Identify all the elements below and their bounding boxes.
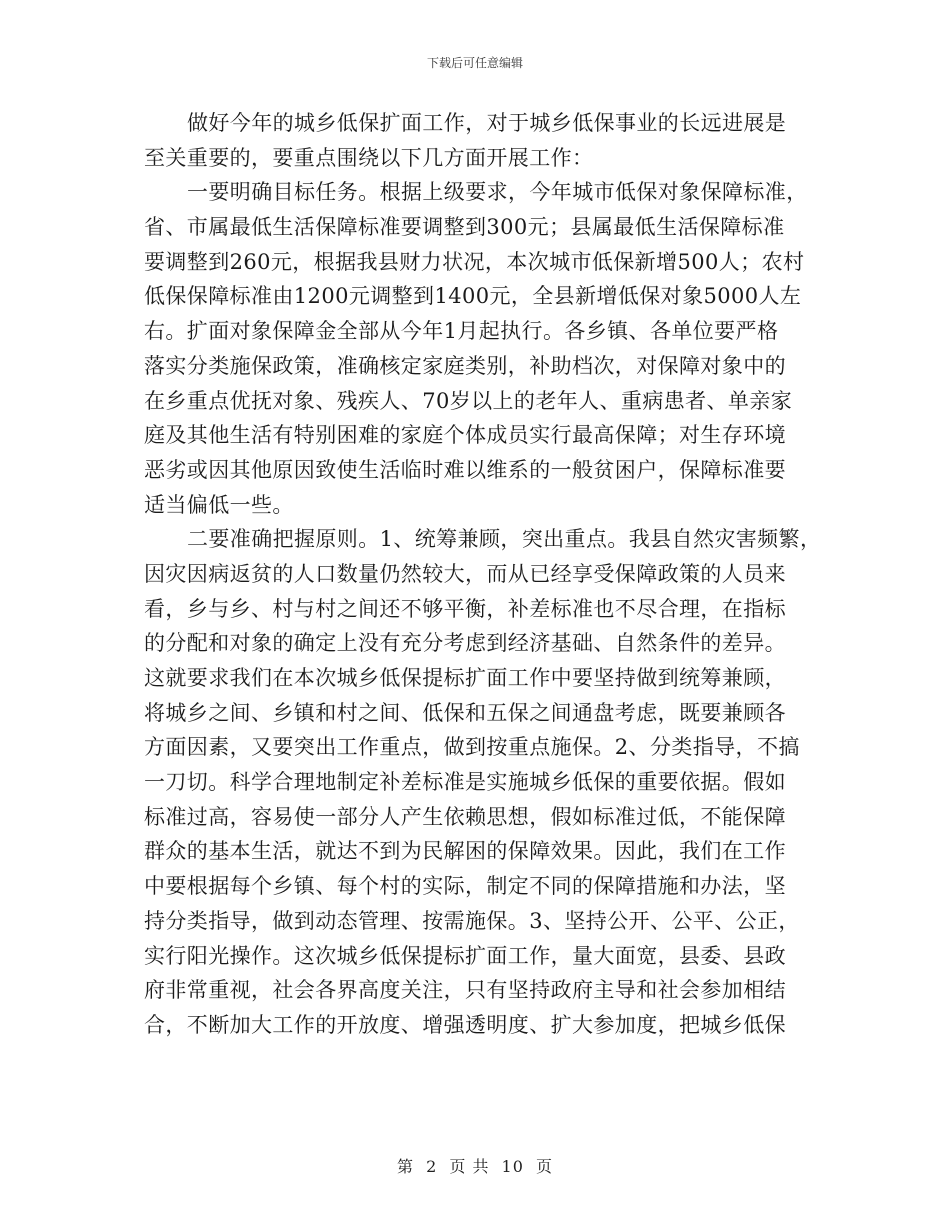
- footer-prefix: 第: [396, 1157, 414, 1176]
- body-line: 的分配和对象的确定上没有充分考虑到经济基础、自然条件的差异。: [144, 631, 786, 656]
- total-page-count: 10: [501, 1157, 524, 1176]
- body-line: 做好今年的城乡低保扩面工作，对于城乡低保事业的长远进展是: [187, 111, 787, 135]
- header-note: 下载后可任意编辑: [426, 56, 523, 70]
- footer-suffix: 页: [536, 1157, 554, 1176]
- body-line: 方面因素，又要突出工作重点，做到按重点施保。2、分类指导，不搞: [144, 735, 800, 760]
- body-line: 合，不断加大工作的开放度、增强透明度、扩大参加度，把城乡低保: [144, 1012, 786, 1037]
- body-line: 府非常重视，社会各界高度关注，只有坚持政府主导和社会参加相结: [144, 978, 786, 1003]
- body-line: 适当偏低一些。: [144, 492, 294, 517]
- body-line: 低保保障标准由1200元调整到1400元，全县新增低保对象5000人左: [144, 284, 802, 309]
- current-page-number: 2: [426, 1157, 438, 1176]
- body-line: 要调整到260元，根据我县财力状况，本次城市低保新增500人；农村: [144, 249, 805, 274]
- body-line: 省、市属最低生活保障标准要调整到300元；县属最低生活保障标准: [144, 215, 785, 240]
- body-line: 这就要求我们在本次城乡低保提标扩面工作中要坚持做到统筹兼顾，: [144, 666, 786, 690]
- document-body: [144, 106, 824, 1043]
- body-line: 将城乡之间、乡镇和村之间、低保和五保之间通盘考虑，既要兼顾各: [144, 700, 786, 725]
- body-line: 在乡重点优抚对象、残疾人、70岁以上的老年人、重病患者、单亲家: [144, 388, 793, 413]
- body-line: 一要明确目标任务。根据上级要求，今年城市低保对象保障标准，: [187, 180, 808, 205]
- footer-middle: 页 共: [449, 1157, 490, 1176]
- body-line: 右。扩面对象保障金全部从今年1月起执行。各乡镇、各单位要严格: [144, 319, 779, 344]
- body-line: 持分类指导，做到动态管理、按需施保。3、坚持公开、公平、公正，: [144, 908, 800, 933]
- body-line: 实行阳光操作。这次城乡低保提标扩面工作，量大面宽，县委、县政: [144, 943, 786, 968]
- body-line: 落实分类施保政策，准确核定家庭类别，补助档次，对保障对象中的: [144, 353, 786, 378]
- body-line: 群众的基本生活，就达不到为民解困的保障效果。因此，我们在工作: [144, 839, 786, 864]
- body-line: 至关重要的，要重点围绕以下几方面开展工作：: [144, 145, 594, 170]
- body-line: 中要根据每个乡镇、每个村的实际，制定不同的保障措施和办法，坚: [144, 874, 786, 899]
- page-footer: [0, 1154, 950, 1177]
- body-line: 二要准确把握原则。1、统筹兼顾，突出重点。我县自然灾害频繁，: [187, 527, 822, 552]
- body-line: 一刀切。科学合理地制定补差标准是实施城乡低保的重要依据。假如: [144, 770, 786, 795]
- body-line: 标准过高，容易使一部分人产生依赖思想，假如标准过低，不能保障: [144, 804, 786, 829]
- body-line: 庭及其他生活有特别困难的家庭个体成员实行最高保障；对生存环境: [144, 423, 786, 448]
- body-line: 因灾因病返贫的人口数量仍然较大，而从已经享受保障政策的人员来: [144, 561, 786, 586]
- body-line: 恶劣或因其他原因致使生活临时难以维系的一般贫困户，保障标准要: [144, 457, 786, 482]
- body-line: 看，乡与乡、村与村之间还不够平衡，补差标准也不尽合理，在指标: [144, 596, 786, 621]
